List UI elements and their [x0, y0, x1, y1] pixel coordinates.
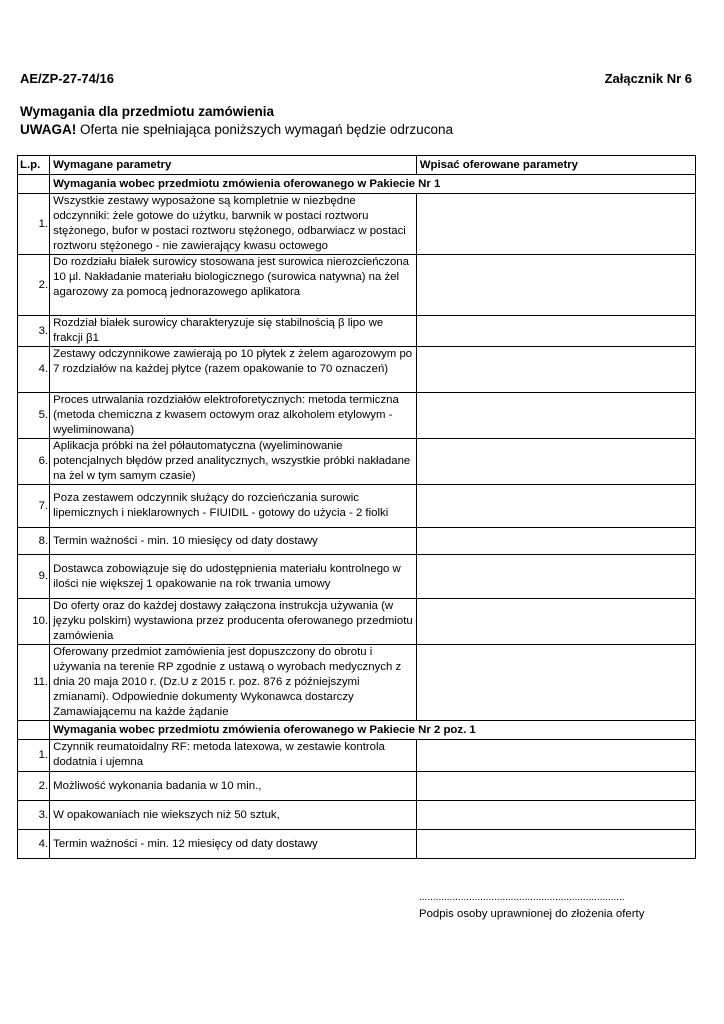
- offer-cell[interactable]: [416, 740, 695, 772]
- section-title-2: Wymagania wobec przedmiotu zmówienia oferowanego w Pakiecie Nr 2 poz. 1: [50, 721, 696, 740]
- row-lp: 9.: [18, 555, 50, 599]
- row-lp: 11.: [18, 645, 50, 721]
- offer-cell[interactable]: [416, 772, 695, 801]
- section-lp-empty: [18, 721, 50, 740]
- offer-cell[interactable]: [416, 393, 695, 439]
- row-param: Proces utrwalania rozdziałów elektroforetycznych: metoda termiczna (metoda chemiczna z kwasem octowym oraz alkoholem etylowym - wyeliminowana): [50, 393, 417, 439]
- row-lp: 5.: [18, 393, 50, 439]
- row-lp: 4.: [18, 347, 50, 393]
- document-reference: AE/ZP-27-74/16: [20, 71, 114, 86]
- table-row: [18, 528, 696, 555]
- row-param: Do rozdziału białek surowicy stosowana jest surowica nierozcieńczona 10 µl. Nakładanie materiału biologicznego (surowica natywna) na żel agarozowy za pomocą jednorazowego aplikatora: [50, 255, 417, 316]
- header-lp: L.p.: [18, 156, 50, 175]
- offer-cell[interactable]: [416, 528, 695, 555]
- offer-cell[interactable]: [416, 645, 695, 721]
- table-header-row: [18, 156, 696, 175]
- offer-cell[interactable]: [416, 255, 695, 316]
- table-row: [18, 645, 696, 721]
- offer-cell[interactable]: [416, 316, 695, 347]
- section-title-1: Wymagania wobec przedmiotu zmówienia oferowanego w Pakiecie Nr 1: [50, 175, 696, 194]
- offer-cell[interactable]: [416, 439, 695, 485]
- row-lp: 10.: [18, 599, 50, 645]
- row-param: Do oferty oraz do każdej dostawy załączona instrukcja używania (w języku polskim) wystawiona przez producenta oferowanego przedmiotu zamówienia: [50, 599, 417, 645]
- offer-cell[interactable]: [416, 599, 695, 645]
- table-row: [18, 255, 696, 316]
- table-row: [18, 347, 696, 393]
- offer-cell[interactable]: [416, 555, 695, 599]
- row-lp: 8.: [18, 528, 50, 555]
- table-row: [18, 485, 696, 528]
- offer-cell[interactable]: [416, 485, 695, 528]
- offer-cell[interactable]: [416, 801, 695, 830]
- row-lp: 2.: [18, 255, 50, 316]
- offer-cell[interactable]: [416, 830, 695, 859]
- row-param: Rozdział białek surowicy charakteryzuje się stabilnością β lipo we frakcji β1: [50, 316, 417, 347]
- row-lp: 7.: [18, 485, 50, 528]
- row-param: Wszystkie zestawy wyposażone są kompletnie w niezbędne odczynniki: żele gotowe do użytku, barwnik w postaci roztworu stężonego, bufor w postaci roztworu stężonego, odbarwiacz w postaci roztworu stężonego - nie zawierający kwasu octowego: [50, 194, 417, 255]
- row-param: Dostawca zobowiązuje się do udostępnienia materiału kontrolnego w ilości nie większej 1 opakowanie na rok trwania umowy: [50, 555, 417, 599]
- table-row: [18, 772, 696, 801]
- row-lp: 6.: [18, 439, 50, 485]
- table-row: [18, 194, 696, 255]
- row-param: Oferowany przedmiot zamówienia jest dopuszczony do obrotu i używania na terenie RP zgodnie z ustawą o wyrobach medycznych z dnia 20 maja 2010 r. (Dz.U z 2015 r. poz. 876 z późniejszymi zmianami). Odpowiednie dokumenty Wykonawca dostarczy Zamawiającemu na każde żądanie: [50, 645, 417, 721]
- table-row: [18, 740, 696, 772]
- row-lp: 1.: [18, 740, 50, 772]
- table-row: [18, 599, 696, 645]
- table-row: [18, 439, 696, 485]
- header-param: Wymagane parametry: [50, 156, 417, 175]
- row-param: Aplikacja próbki na żel półautomatyczna (wyeliminowanie potencjalnych błędów przed analitycznych, wszystkie próbki nakładane na żel w tym samym czasie): [50, 439, 417, 485]
- warning-line: [20, 122, 453, 137]
- row-lp: 4.: [18, 830, 50, 859]
- offer-cell[interactable]: [416, 347, 695, 393]
- row-lp: 1.: [18, 194, 50, 255]
- section-lp-empty: [18, 175, 50, 194]
- row-lp: 3.: [18, 801, 50, 830]
- row-param: Możliwość wykonania badania w 10 min.,: [50, 772, 417, 801]
- section-row-2: [18, 721, 696, 740]
- row-param: Czynnik reumatoidalny RF: metoda latexowa, w zestawie kontrola dodatnia i ujemna: [50, 740, 417, 772]
- header-offer: Wpisać oferowane parametry: [416, 156, 695, 175]
- row-param: Zestawy odczynnikowe zawierają po 10 płytek z żelem agarozowym po 7 rozdziałów na każdej płytce (razem opakowanie to 70 oznaczeń): [50, 347, 417, 393]
- row-param: W opakowaniach nie wiekszych niż 50 sztuk,: [50, 801, 417, 830]
- page-title: Wymagania dla przedmiotu zamówienia: [20, 104, 275, 119]
- table-row: [18, 555, 696, 599]
- table-row: [18, 316, 696, 347]
- table-row: [18, 830, 696, 859]
- offer-cell[interactable]: [416, 194, 695, 255]
- row-lp: 2.: [18, 772, 50, 801]
- section-row-1: [18, 175, 696, 194]
- annex-number: Załącznik Nr 6: [604, 71, 692, 86]
- table-row: [18, 801, 696, 830]
- signature-label: Podpis osoby uprawnionej do złożenia oferty: [419, 908, 645, 920]
- requirements-table: [17, 155, 696, 859]
- table-row: [18, 393, 696, 439]
- warning-label: UWAGA!: [20, 122, 77, 137]
- row-param: Termin ważności - min. 10 miesięcy od daty dostawy: [50, 528, 417, 555]
- row-lp: 3.: [18, 316, 50, 347]
- row-param: Termin ważności - min. 12 miesięcy od daty dostawy: [50, 830, 417, 859]
- signature-line: ..........................................................................: [419, 892, 625, 903]
- row-param: Poza zestawem odczynnik służący do rozcieńczania surowic lipemicznych i nieklarownych - FIUIDIL - gotowy do użycia - 2 fiolki: [50, 485, 417, 528]
- warning-text: Oferta nie spełniająca poniższych wymagań będzie odrzucona: [76, 122, 453, 137]
